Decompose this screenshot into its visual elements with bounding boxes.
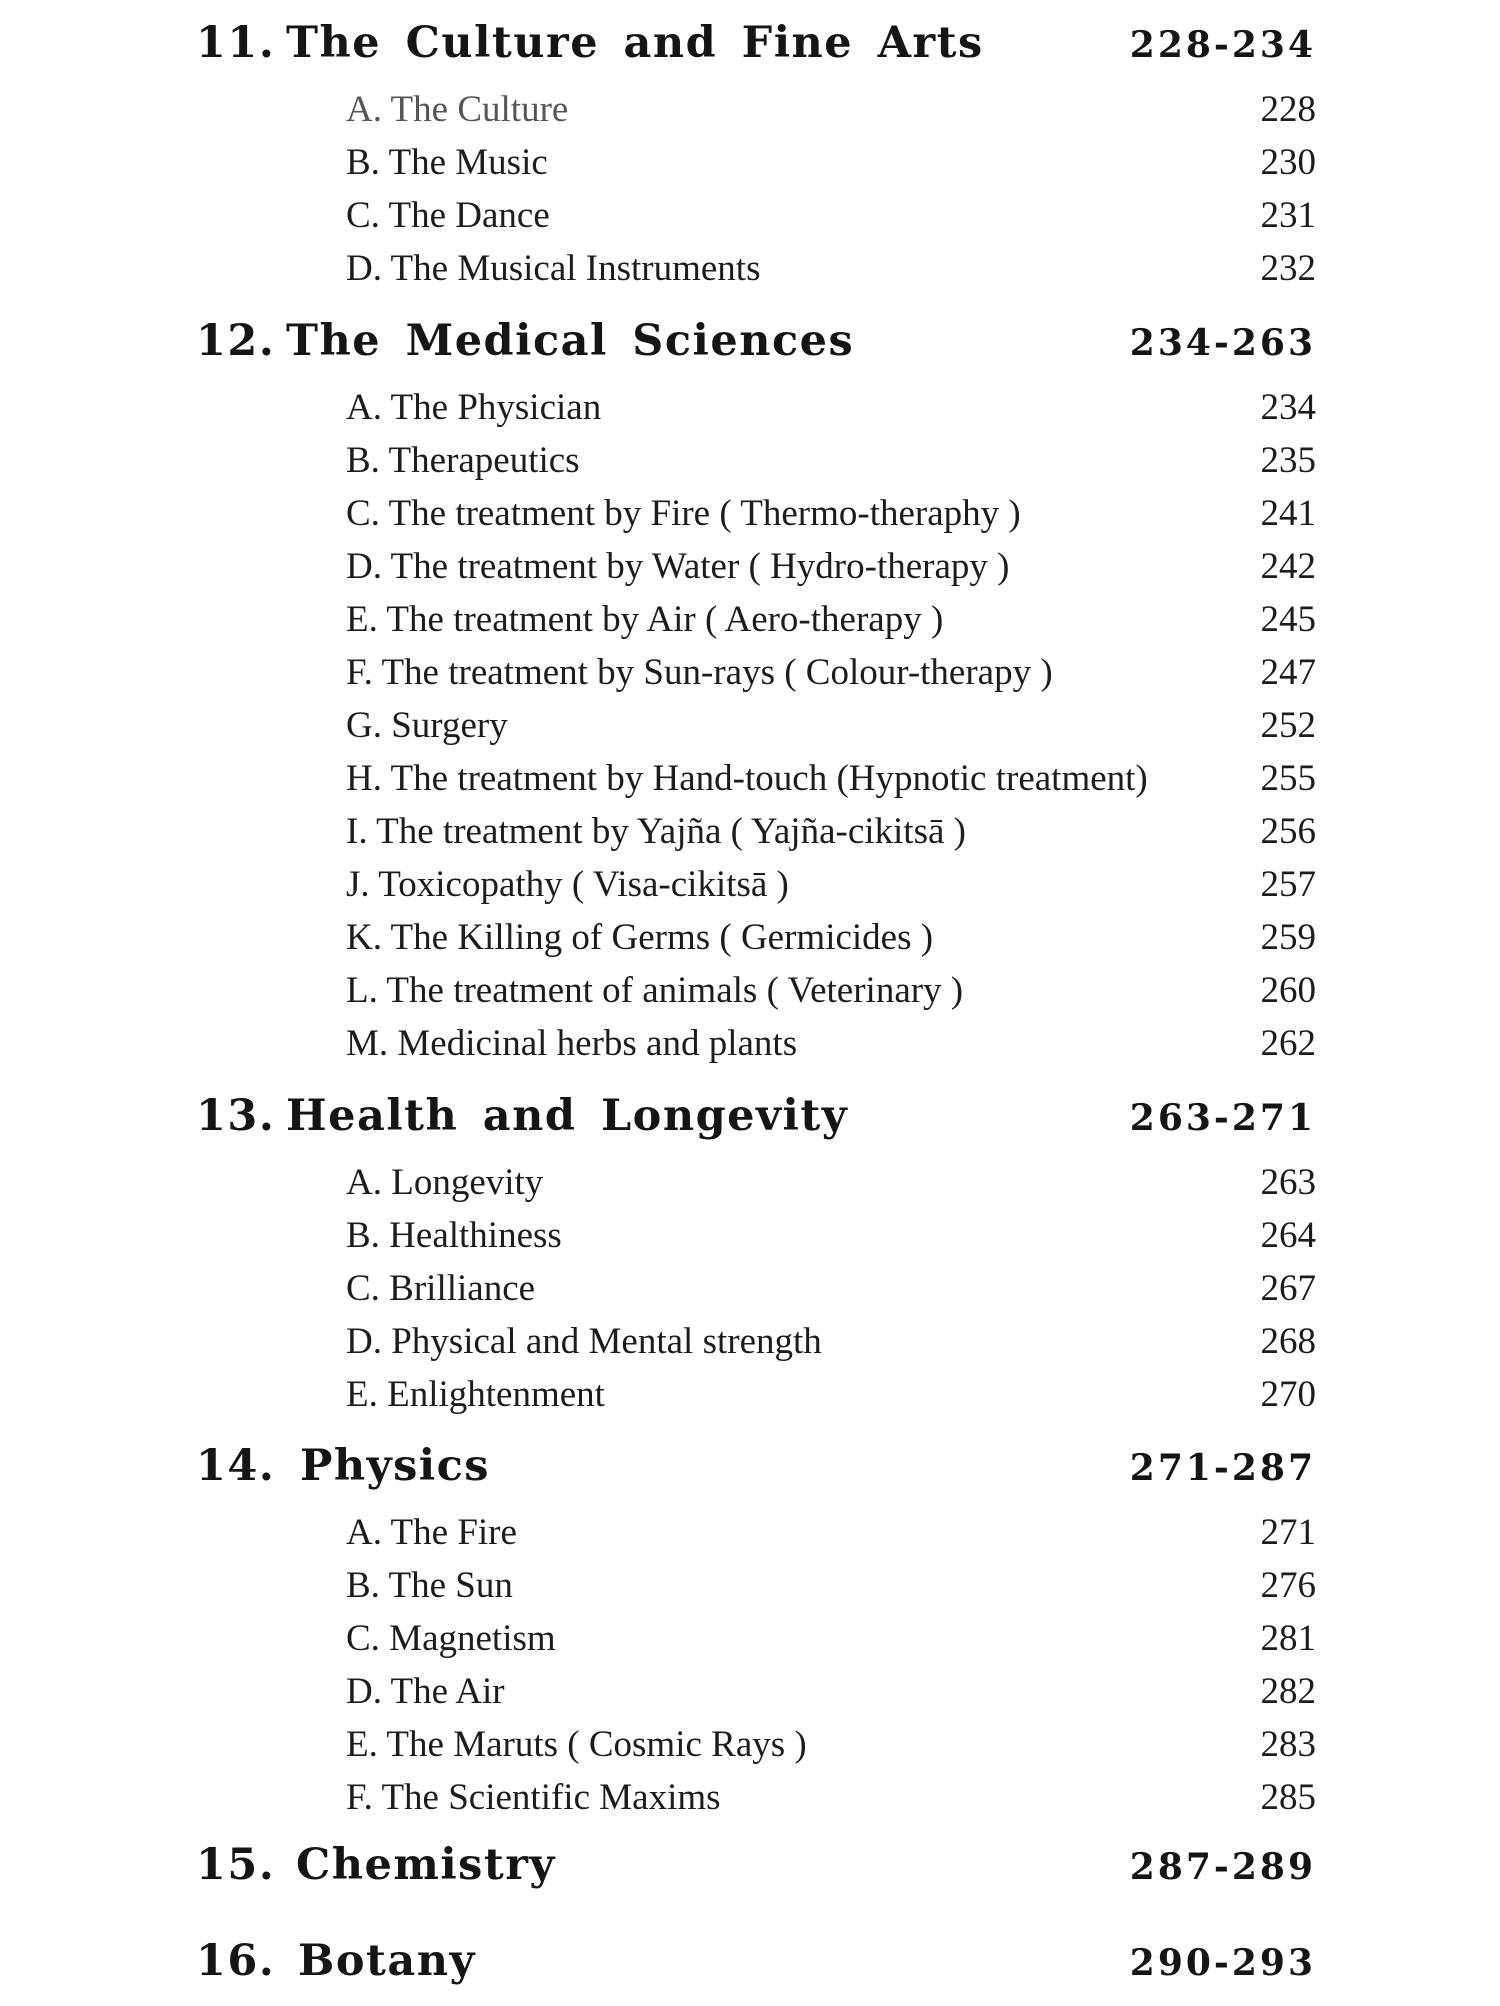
section-page: 241 bbox=[1260, 493, 1316, 534]
section-page: 281 bbox=[1260, 1618, 1316, 1659]
section-label: E. The Maruts ( Cosmic Rays ) bbox=[346, 1724, 807, 1765]
chapter-number: 12. bbox=[196, 316, 276, 366]
section-entry bbox=[196, 194, 1316, 247]
section-list bbox=[196, 1161, 1316, 1426]
chapter-heading bbox=[196, 1091, 1316, 1161]
chapter-page-range: 271-287 bbox=[1129, 1447, 1316, 1489]
section-label: E. The treatment by Air ( Aero-therapy ) bbox=[346, 599, 944, 640]
section-label: J. Toxicopathy ( Visa-cikitsā ) bbox=[346, 864, 789, 905]
section-list bbox=[196, 88, 1316, 300]
section-entry bbox=[196, 1267, 1316, 1320]
section-label: A. The Physician bbox=[346, 387, 602, 428]
chapter-heading bbox=[196, 316, 1316, 386]
chapter-page-range: 263-271 bbox=[1129, 1097, 1316, 1139]
chapter-page-range: 290-293 bbox=[1129, 1942, 1316, 1984]
chapter-page-range: 287-289 bbox=[1129, 1846, 1316, 1888]
section-page: 235 bbox=[1260, 440, 1316, 481]
section-page: 252 bbox=[1260, 705, 1316, 746]
section-entry bbox=[196, 1511, 1316, 1564]
section-label: C. Magnetism bbox=[346, 1618, 556, 1659]
section-label: D. The treatment by Water ( Hydro-therapy ) bbox=[346, 546, 1010, 587]
section-entry bbox=[196, 1564, 1316, 1617]
section-page: 259 bbox=[1260, 917, 1316, 958]
section-label: B. The Music bbox=[346, 142, 548, 183]
chapter-title: Chemistry bbox=[296, 1840, 556, 1890]
section-label: D. The Musical Instruments bbox=[346, 248, 761, 289]
chapter-15 bbox=[196, 1840, 1316, 1910]
chapter-page-range: 234-263 bbox=[1129, 322, 1316, 364]
section-page: 242 bbox=[1260, 546, 1316, 587]
section-entry bbox=[196, 651, 1316, 704]
chapter-heading bbox=[196, 18, 1316, 88]
chapter-heading bbox=[196, 1840, 1316, 1910]
section-entry bbox=[196, 598, 1316, 651]
chapter-number: 15. bbox=[196, 1840, 276, 1890]
section-entry bbox=[196, 1022, 1316, 1075]
chapter-title: The Culture and Fine Arts bbox=[286, 18, 984, 68]
section-entry bbox=[196, 1214, 1316, 1267]
section-label: G. Surgery bbox=[346, 705, 508, 746]
section-label: A. The Culture bbox=[346, 89, 569, 130]
section-entry bbox=[196, 863, 1316, 916]
section-entry bbox=[196, 1373, 1316, 1426]
section-page: 262 bbox=[1260, 1023, 1316, 1064]
section-entry bbox=[196, 141, 1316, 194]
section-page: 267 bbox=[1260, 1268, 1316, 1309]
section-label: F. The Scientific Maxims bbox=[346, 1777, 721, 1818]
section-page: 263 bbox=[1260, 1162, 1316, 1203]
section-list bbox=[196, 386, 1316, 1075]
section-page: 283 bbox=[1260, 1724, 1316, 1765]
section-label: K. The Killing of Germs ( Germicides ) bbox=[346, 917, 934, 958]
chapter-13 bbox=[196, 1091, 1316, 1426]
section-label: A. The Fire bbox=[346, 1512, 517, 1553]
section-page: 234 bbox=[1260, 387, 1316, 428]
section-entry bbox=[196, 704, 1316, 757]
section-label: M. Medicinal herbs and plants bbox=[346, 1023, 798, 1064]
section-page: 256 bbox=[1260, 811, 1316, 852]
section-entry bbox=[196, 492, 1316, 545]
section-page: 255 bbox=[1260, 758, 1316, 799]
section-page: 231 bbox=[1260, 195, 1316, 236]
chapter-title: Botany bbox=[298, 1936, 476, 1986]
section-page: 285 bbox=[1260, 1777, 1316, 1818]
section-label: B. The Sun bbox=[346, 1565, 513, 1606]
section-label: A. Longevity bbox=[346, 1162, 544, 1203]
chapter-heading bbox=[196, 1441, 1316, 1511]
chapter-heading bbox=[196, 1936, 1316, 2006]
chapter-number: 14. bbox=[196, 1441, 276, 1491]
section-label: D. The Air bbox=[346, 1671, 505, 1712]
section-page: 282 bbox=[1260, 1671, 1316, 1712]
section-page: 271 bbox=[1260, 1512, 1316, 1553]
section-entry bbox=[196, 88, 1316, 141]
section-entry bbox=[196, 1776, 1316, 1829]
section-entry bbox=[196, 247, 1316, 300]
section-entry bbox=[196, 386, 1316, 439]
section-label: B. Healthiness bbox=[346, 1215, 562, 1256]
section-entry bbox=[196, 545, 1316, 598]
section-label: I. The treatment by Yajña ( Yajña-cikitsā ) bbox=[346, 811, 966, 852]
section-label: B. Therapeutics bbox=[346, 440, 580, 481]
section-page: 270 bbox=[1260, 1374, 1316, 1415]
chapter-number: 13. bbox=[196, 1091, 276, 1141]
section-label: C. Brilliance bbox=[346, 1268, 536, 1309]
section-page: 245 bbox=[1260, 599, 1316, 640]
section-entry bbox=[196, 1670, 1316, 1723]
section-page: 264 bbox=[1260, 1215, 1316, 1256]
chapter-12 bbox=[196, 316, 1316, 1075]
chapter-title: The Medical Sciences bbox=[286, 316, 855, 366]
chapter-number: 16. bbox=[196, 1936, 276, 1986]
section-page: 230 bbox=[1260, 142, 1316, 183]
chapter-title: Physics bbox=[300, 1441, 491, 1491]
section-entry bbox=[196, 1320, 1316, 1373]
section-label: F. The treatment by Sun-rays ( Colour-therapy ) bbox=[346, 652, 1053, 693]
section-page: 260 bbox=[1260, 970, 1316, 1011]
chapter-number: 11. bbox=[196, 18, 276, 68]
section-label: C. The treatment by Fire ( Thermo-theraphy ) bbox=[346, 493, 1021, 534]
section-page: 232 bbox=[1260, 248, 1316, 289]
section-label: D. Physical and Mental strength bbox=[346, 1321, 822, 1362]
section-label: C. The Dance bbox=[346, 195, 550, 236]
section-label: L. The treatment of animals ( Veterinary ) bbox=[346, 970, 964, 1011]
chapter-14 bbox=[196, 1441, 1316, 1829]
section-list bbox=[196, 1511, 1316, 1829]
section-label: E. Enlightenment bbox=[346, 1374, 605, 1415]
chapter-16 bbox=[196, 1936, 1316, 2006]
section-entry bbox=[196, 439, 1316, 492]
section-entry bbox=[196, 1161, 1316, 1214]
section-entry bbox=[196, 1723, 1316, 1776]
chapter-11 bbox=[196, 18, 1316, 300]
section-page: 276 bbox=[1260, 1565, 1316, 1606]
chapter-title: Health and Longevity bbox=[286, 1091, 849, 1141]
section-entry bbox=[196, 757, 1316, 810]
section-entry bbox=[196, 1617, 1316, 1670]
section-entry bbox=[196, 810, 1316, 863]
section-page: 257 bbox=[1260, 864, 1316, 905]
section-page: 228 bbox=[1260, 89, 1316, 130]
section-page: 268 bbox=[1260, 1321, 1316, 1362]
section-page: 247 bbox=[1260, 652, 1316, 693]
section-label: H. The treatment by Hand-touch (Hypnotic treatment) bbox=[346, 758, 1148, 799]
chapter-page-range: 228-234 bbox=[1129, 24, 1316, 66]
section-entry bbox=[196, 916, 1316, 969]
section-entry bbox=[196, 969, 1316, 1022]
